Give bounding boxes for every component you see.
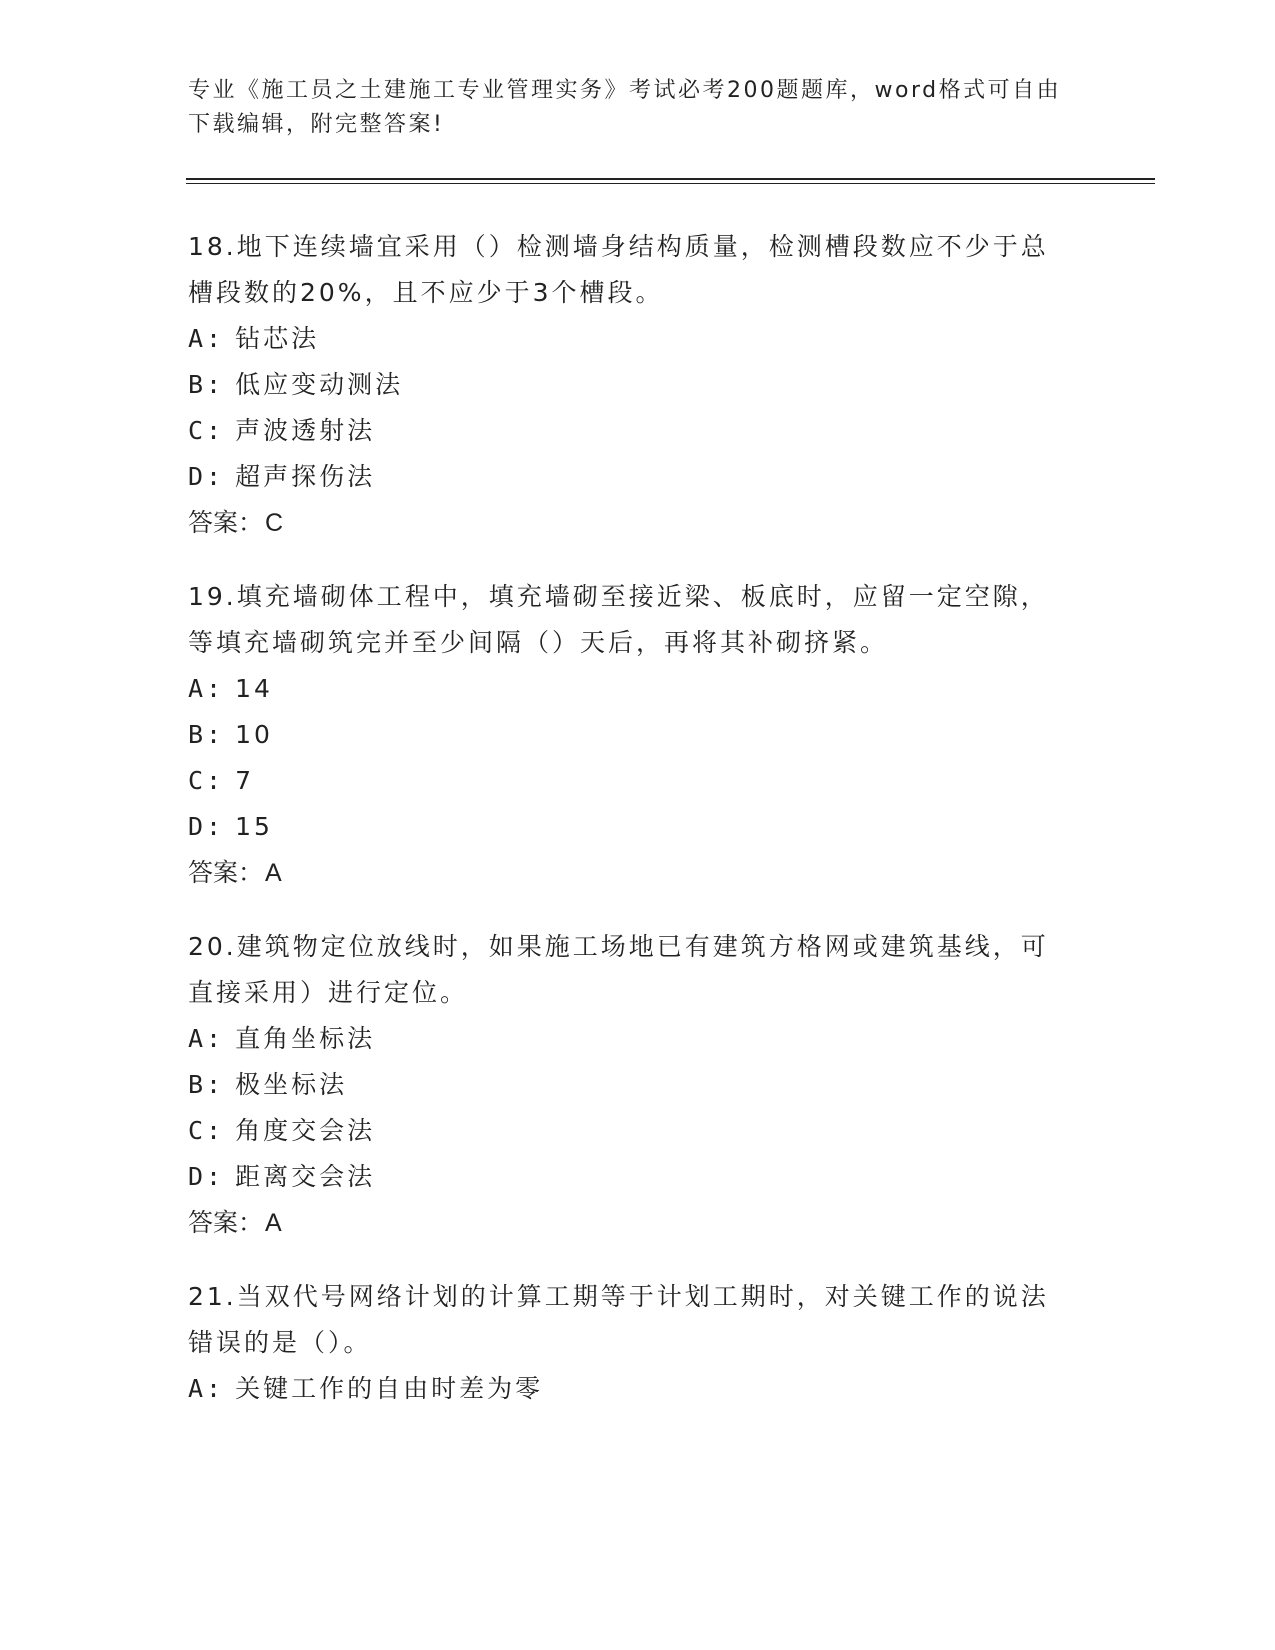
option-text: 声波透射法 (235, 416, 376, 445)
option-letter: C: (188, 1116, 225, 1145)
option-d (188, 804, 1148, 850)
header-line-1: 专业《施工员之土建施工专业管理实务》考试必考200题题库，word格式可自由 (188, 78, 1062, 103)
option-letter: D: (188, 1162, 225, 1191)
option-a (188, 1016, 1148, 1062)
answer-label: 答案： (188, 508, 264, 537)
question-line: 19.填充墙砌体工程中，填充墙砌至接近梁、板底时，应留一定空隙， (188, 582, 1049, 611)
option-a (188, 1366, 1148, 1412)
question-line: 错误的是（）。 (188, 1328, 372, 1357)
option-text: 10 (235, 720, 273, 749)
option-letter: A: (188, 1024, 225, 1053)
option-text: 7 (235, 766, 254, 795)
option-b (188, 712, 1148, 758)
option-d (188, 454, 1148, 500)
option-letter: A: (188, 1374, 225, 1403)
option-letter: C: (188, 766, 225, 795)
option-c (188, 758, 1148, 804)
option-text: 钻芯法 (235, 324, 320, 353)
answer-value: C (265, 509, 284, 537)
header-divider-thin (186, 183, 1155, 184)
question-stem (188, 1274, 1148, 1366)
answer-value: A (265, 859, 282, 887)
question-19 (188, 574, 1148, 896)
answer-value: A (265, 1209, 282, 1237)
option-letter: B: (188, 370, 225, 399)
option-letter: A: (188, 324, 225, 353)
option-text: 15 (235, 812, 273, 841)
option-text: 直角坐标法 (235, 1024, 376, 1053)
question-line: 21.当双代号网络计划的计算工期等于计划工期时，对关键工作的说法 (188, 1282, 1049, 1311)
option-letter: B: (188, 1070, 225, 1099)
option-letter: A: (188, 674, 225, 703)
question-line: 直接采用）进行定位。 (188, 978, 469, 1007)
question-18 (188, 224, 1148, 546)
option-d (188, 1154, 1148, 1200)
answer-line (188, 850, 1148, 896)
option-c (188, 1108, 1148, 1154)
option-letter: D: (188, 812, 225, 841)
option-letter: D: (188, 462, 225, 491)
question-stem (188, 224, 1148, 316)
answer-line (188, 1200, 1148, 1246)
header-divider-thick (186, 178, 1155, 180)
option-a (188, 316, 1148, 362)
answer-label: 答案： (188, 858, 264, 887)
header-line-2: 下载编辑，附完整答案! (188, 112, 445, 137)
answer-label: 答案： (188, 1208, 264, 1237)
document-header (188, 74, 1088, 142)
option-text: 超声探伤法 (235, 462, 376, 491)
question-stem (188, 574, 1148, 666)
option-a (188, 666, 1148, 712)
question-20 (188, 924, 1148, 1246)
question-line: 等填充墙砌筑完并至少间隔（）天后，再将其补砌挤紧。 (188, 628, 889, 657)
option-text: 14 (235, 674, 273, 703)
question-line: 20.建筑物定位放线时，如果施工场地已有建筑方格网或建筑基线，可 (188, 932, 1049, 961)
option-letter: B: (188, 720, 225, 749)
question-line: 槽段数的20%，且不应少于3个槽段。 (188, 278, 664, 307)
option-text: 极坐标法 (235, 1070, 348, 1099)
question-line: 18.地下连续墙宜采用（）检测墙身结构质量，检测槽段数应不少于总 (188, 232, 1049, 261)
option-text: 关键工作的自由时差为零 (235, 1374, 544, 1403)
option-text: 低应变动测法 (235, 370, 404, 399)
option-letter: C: (188, 416, 225, 445)
answer-line (188, 500, 1148, 546)
option-b (188, 362, 1148, 408)
option-text: 距离交会法 (235, 1162, 376, 1191)
question-stem (188, 924, 1148, 1016)
option-c (188, 408, 1148, 454)
option-b (188, 1062, 1148, 1108)
option-text: 角度交会法 (235, 1116, 376, 1145)
question-21 (188, 1274, 1148, 1412)
